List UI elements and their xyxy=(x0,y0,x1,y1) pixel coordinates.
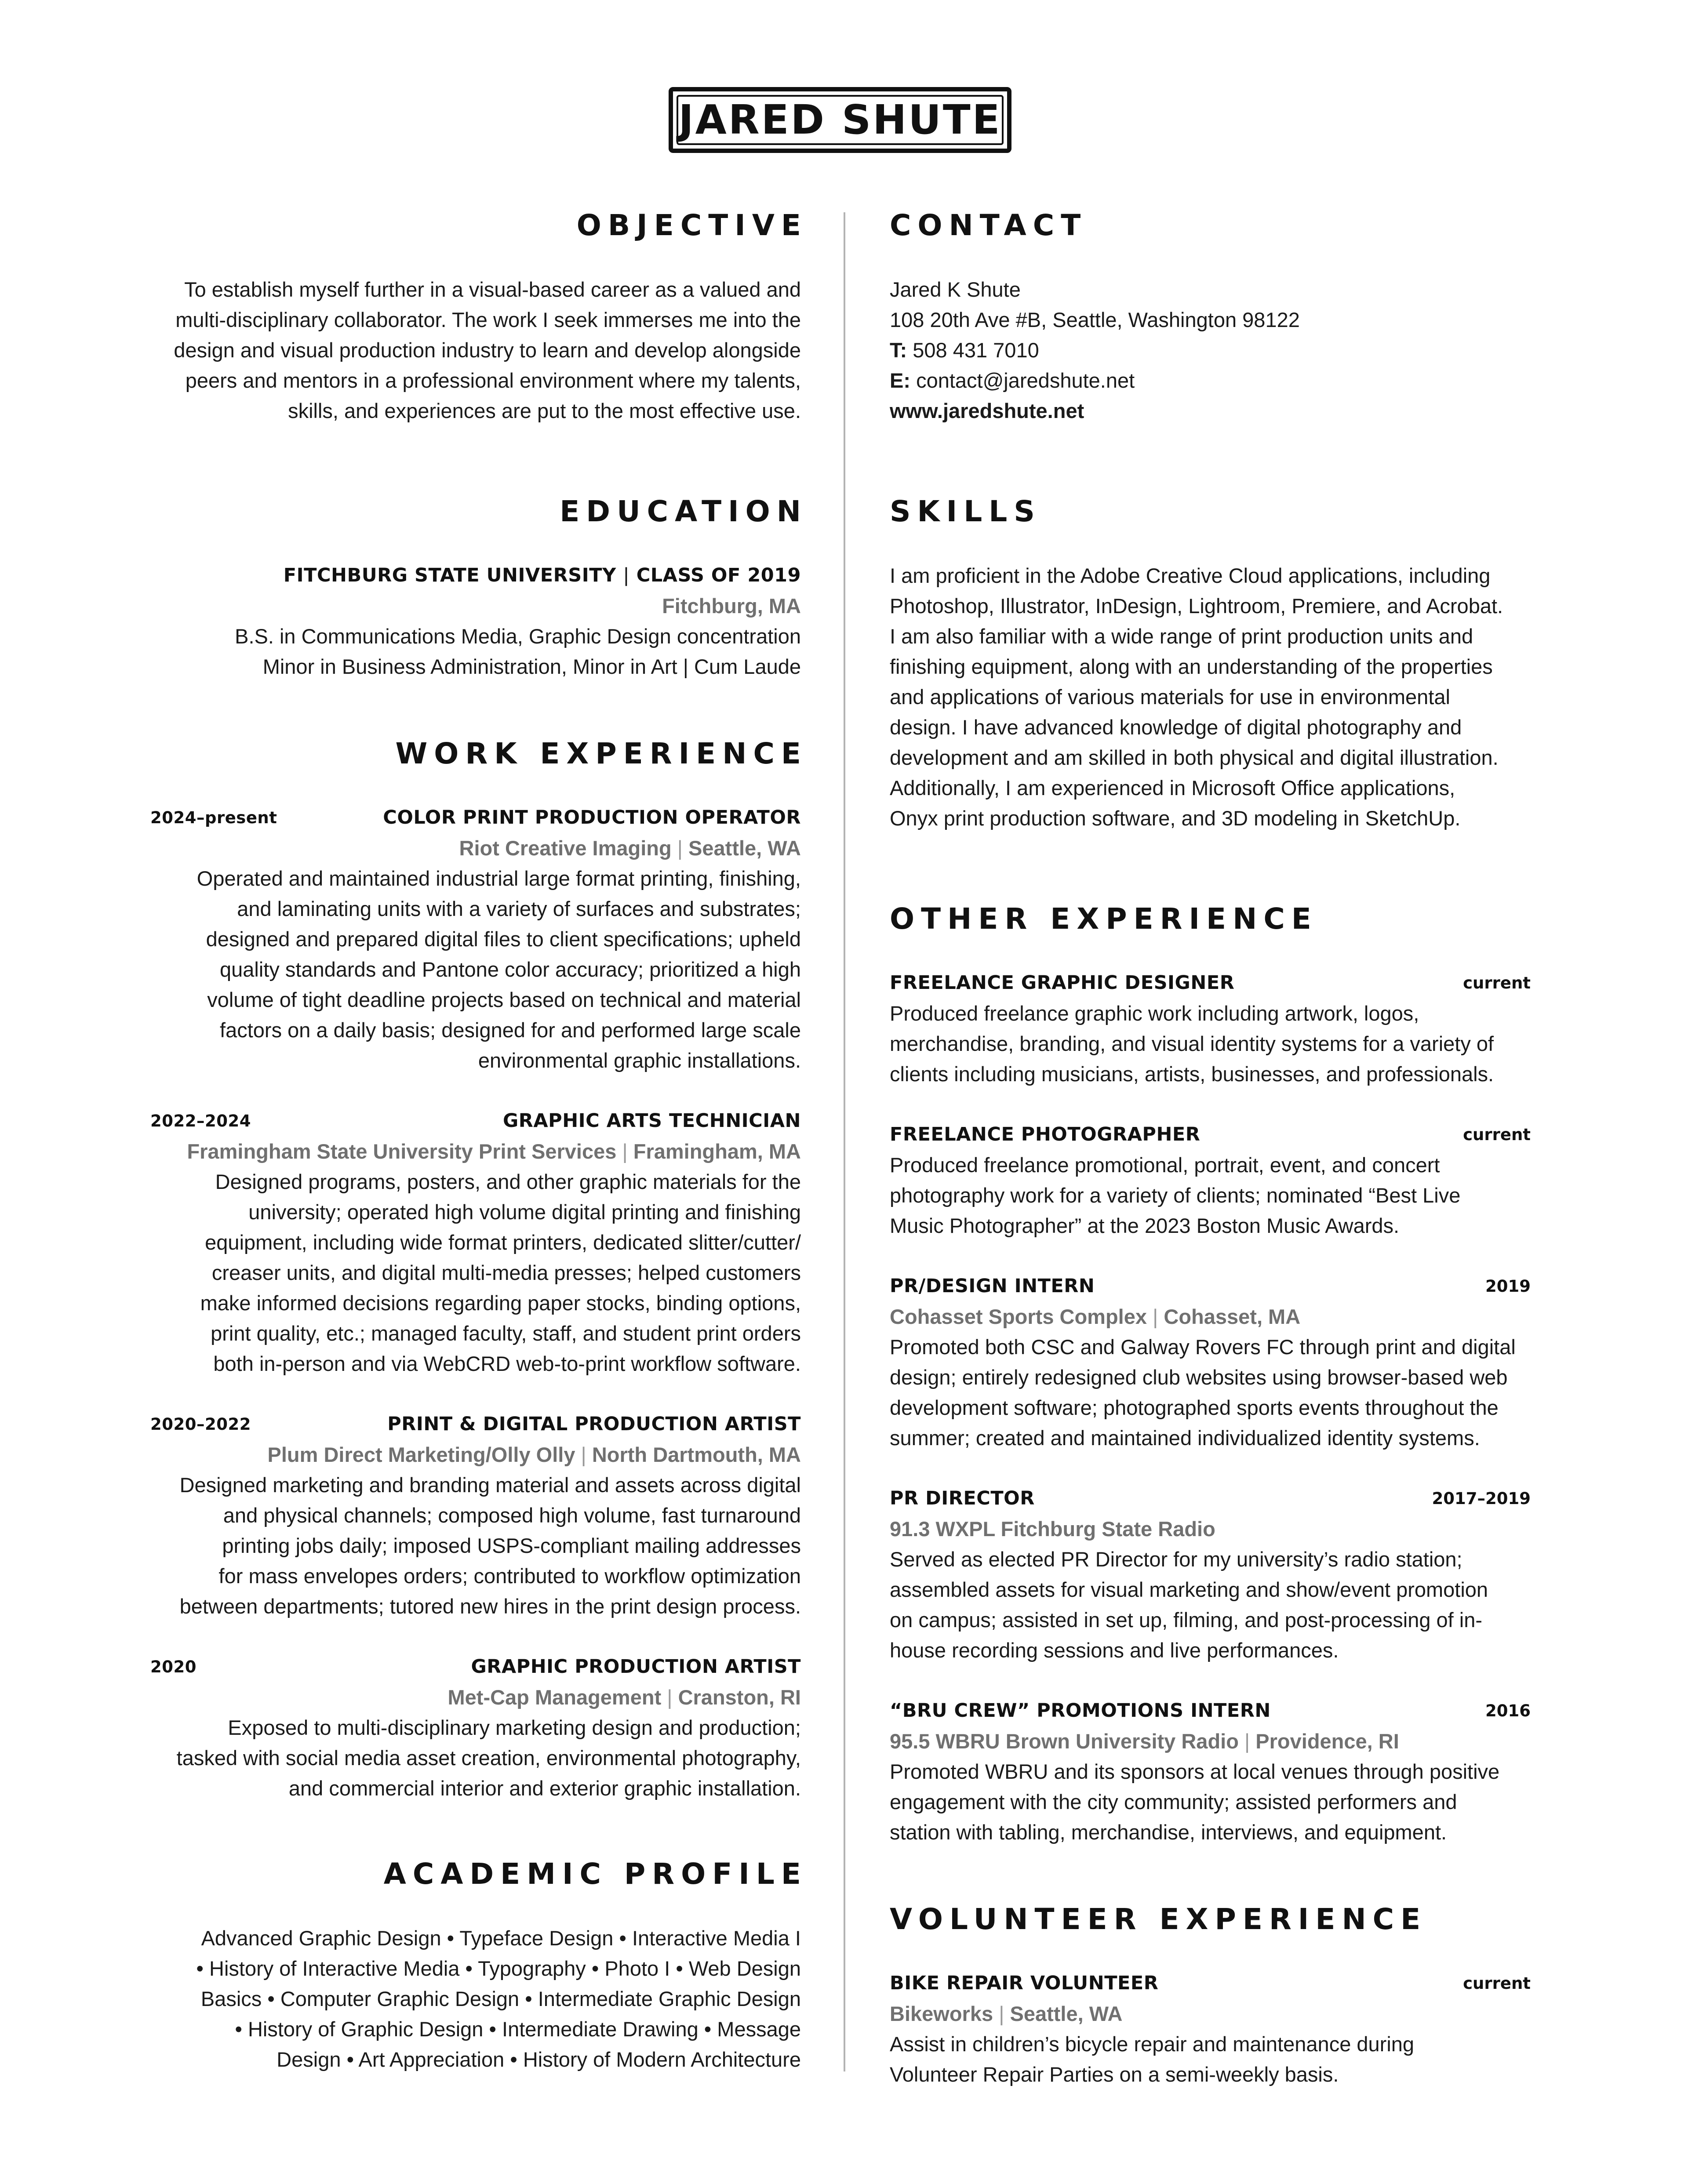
education-separator: | xyxy=(623,564,630,586)
objective-line: peers and mentors in a professional environment where my talents, xyxy=(185,369,801,392)
job-org: Met-Cap Management xyxy=(447,1686,662,1709)
skills-line: I am also familiar with a wide range of print production units and xyxy=(890,625,1473,648)
job-line: between departments; tutored new hires in the print design process. xyxy=(179,1595,801,1618)
other-when: 2017–2019 xyxy=(1432,1489,1531,1508)
job-separator: | xyxy=(677,836,683,860)
contact-address: 108 20th Ave #B, Seattle, Washington 98122 xyxy=(890,308,1300,331)
job-line: for mass envelopes orders; contributed to workflow optimization xyxy=(218,1564,801,1588)
other-title: FREELANCE PHOTOGRAPHER xyxy=(890,1123,1201,1145)
other-line: engagement with the city community; assisted performers and xyxy=(890,1790,1457,1813)
job-separator: | xyxy=(581,1443,586,1466)
phone-label: T: xyxy=(890,338,907,362)
skills-line: development and am skilled in both physical and digital illustration. xyxy=(890,746,1499,769)
job-line: printing jobs daily; imposed USPS-compliant mailing addresses xyxy=(222,1534,801,1557)
other-header xyxy=(890,1271,1531,1301)
volunteer-when: current xyxy=(1463,1974,1531,1993)
other-line: Promoted both CSC and Galway Rovers FC through print and digital xyxy=(890,1335,1516,1359)
contact-email xyxy=(890,365,1532,396)
volunteer-place: Seattle, WA xyxy=(1010,2002,1123,2025)
other-line: summer; created and maintained individualized identity systems. xyxy=(890,1426,1480,1450)
other-line: design; entirely redesigned club websites using browser-based web xyxy=(890,1366,1508,1389)
job-entry xyxy=(150,1652,801,1803)
job-description xyxy=(150,1470,801,1621)
other-entry xyxy=(890,1119,1532,1241)
education-school: FITCHBURG STATE UNIVERSITY xyxy=(283,564,616,586)
education-line: Minor in Business Administration, Minor in Art | Cum Laude xyxy=(262,655,801,678)
work-experience-heading: WORK EXPERIENCE xyxy=(395,737,808,770)
education-details xyxy=(150,621,801,682)
email-address[interactable]: contact@jaredshute.net xyxy=(916,369,1135,392)
objective-line: design and visual production industry to learn and develop alongside xyxy=(174,338,801,362)
job-entry xyxy=(150,1409,801,1621)
job-line: creaser units, and digital multi-media presses; helped customers xyxy=(211,1261,801,1284)
objective-heading: OBJECTIVE xyxy=(576,208,808,242)
job-org-line xyxy=(150,1439,801,1470)
job-line: Operated and maintained industrial large format printing, finishing, xyxy=(196,867,801,890)
website-link[interactable]: www.jaredshute.net xyxy=(890,399,1084,422)
other-line: development software; photographed sports events throughout the xyxy=(890,1396,1499,1419)
job-org: Riot Creative Imaging xyxy=(459,836,672,860)
job-line: designed and prepared digital files to client specifications; upheld xyxy=(206,927,801,951)
other-line: on campus; assisted in set up, filming, and post-processing of in- xyxy=(890,1608,1483,1632)
skills-line: and applications of various materials for use in environmental xyxy=(890,685,1450,709)
other-separator: | xyxy=(1244,1730,1250,1753)
left-column xyxy=(150,208,808,2075)
other-org: 91.3 WXPL Fitchburg State Radio xyxy=(890,1517,1215,1541)
contact-phone xyxy=(890,335,1532,365)
job-header xyxy=(150,803,801,833)
other-line: Music Photographer” at the 2023 Boston Music Awards. xyxy=(890,1214,1400,1237)
volunteer-separator: | xyxy=(999,2002,1004,2025)
skills-heading: SKILLS xyxy=(890,494,1041,528)
job-org: Plum Direct Marketing/Olly Olly xyxy=(267,1443,575,1466)
volunteer-heading: VOLUNTEER EXPERIENCE xyxy=(890,1902,1427,1936)
other-when: 2016 xyxy=(1485,1701,1531,1720)
job-line: Designed marketing and branding material and assets across digital xyxy=(179,1473,801,1497)
logo-text: JARED SHUTE xyxy=(678,96,1002,143)
job-line: print quality, etc.; managed faculty, staff, and student print orders xyxy=(211,1322,801,1345)
job-header xyxy=(150,1106,801,1136)
academic-line: • History of Graphic Design • Intermediate Drawing • Message xyxy=(235,2017,801,2041)
job-place: Cranston, RI xyxy=(678,1686,801,1709)
academic-profile-text xyxy=(150,1923,801,2075)
academic-profile-section xyxy=(150,1857,808,2075)
skills-line: I am proficient in the Adobe Creative Cloud applications, including xyxy=(890,564,1491,587)
volunteer-org: Bikeworks xyxy=(890,2002,993,2025)
contact-name: Jared K Shute xyxy=(890,278,1021,301)
other-entry xyxy=(890,1483,1532,1665)
phone-number[interactable]: 508 431 7010 xyxy=(913,338,1039,362)
education-line: B.S. in Communications Media, Graphic Design concentration xyxy=(235,625,801,648)
job-place: Framingham, MA xyxy=(633,1140,801,1163)
other-when: current xyxy=(1463,1125,1531,1144)
job-line: and physical channels; composed high volume, fast turnaround xyxy=(223,1504,801,1527)
job-header xyxy=(150,1652,801,1682)
skills-line: finishing equipment, along with an understanding of the properties xyxy=(890,655,1493,678)
job-date: 2020 xyxy=(150,1657,196,1676)
volunteer-title: BIKE REPAIR VOLUNTEER xyxy=(890,1972,1159,1994)
other-title: PR DIRECTOR xyxy=(890,1487,1035,1509)
other-line: Served as elected PR Director for my university’s radio station; xyxy=(890,1548,1462,1571)
skills-line: Additionally, I am experienced in Microsoft Office applications, xyxy=(890,776,1455,799)
other-line: clients including musicians, artists, businesses, and professionals. xyxy=(890,1062,1494,1086)
other-place: Providence, RI xyxy=(1255,1730,1399,1753)
other-line: photography work for a variety of clients; nominated “Best Live xyxy=(890,1184,1461,1207)
job-line: tasked with social media asset creation, environmental photography, xyxy=(176,1746,801,1770)
job-entry xyxy=(150,1106,801,1379)
other-place: Cohasset, MA xyxy=(1164,1305,1301,1328)
other-header xyxy=(890,968,1531,998)
other-entry xyxy=(890,968,1532,1089)
academic-profile-heading: ACADEMIC PROFILE xyxy=(383,1857,808,1891)
job-line: factors on a daily basis; designed for and performed large scale xyxy=(220,1018,801,1042)
job-line: Exposed to multi-disciplinary marketing design and production; xyxy=(228,1716,801,1739)
job-date: 2022–2024 xyxy=(150,1112,251,1130)
academic-line: Basics • Computer Graphic Design • Intermediate Graphic Design xyxy=(200,1987,801,2010)
volunteer-line: Volunteer Repair Parties on a semi-weekly basis. xyxy=(890,2063,1339,2086)
other-title: PR/DESIGN INTERN xyxy=(890,1275,1095,1297)
job-line: quality standards and Pantone color accuracy; prioritized a high xyxy=(220,958,801,981)
job-date: 2024–present xyxy=(150,808,277,827)
other-header xyxy=(890,1119,1531,1150)
other-description xyxy=(890,1332,1532,1453)
contact-section xyxy=(890,208,1532,426)
work-experience-section xyxy=(150,737,808,1803)
other-org-line xyxy=(890,1726,1532,1756)
job-title: COLOR PRINT PRODUCTION OPERATOR xyxy=(383,807,801,829)
job-entry xyxy=(150,803,801,1076)
job-description xyxy=(150,863,801,1076)
skills-line: design. I have advanced knowledge of digital photography and xyxy=(890,716,1462,739)
volunteer-section xyxy=(890,1902,1532,2090)
job-line: university; operated high volume digital printing and finishing xyxy=(248,1200,801,1224)
other-line: merchandise, branding, and visual identity systems for a variety of xyxy=(890,1032,1494,1055)
other-line: Promoted WBRU and its sponsors at local venues through positive xyxy=(890,1760,1500,1783)
volunteer-entry xyxy=(890,1968,1532,2090)
job-line: equipment, including wide format printers, dedicated slitter/cutter/ xyxy=(205,1231,801,1254)
other-description xyxy=(890,1756,1532,1847)
other-title: “BRU CREW” PROMOTIONS INTERN xyxy=(890,1700,1271,1722)
other-description xyxy=(890,1150,1532,1241)
other-description xyxy=(890,998,1532,1089)
other-line: house recording sessions and live performances. xyxy=(890,1639,1339,1662)
other-experience-heading: OTHER EXPERIENCE xyxy=(890,902,1318,936)
job-line: both in-person and via WebCRD web-to-print workflow software. xyxy=(213,1352,801,1375)
job-description xyxy=(150,1712,801,1803)
other-separator: | xyxy=(1153,1305,1158,1328)
objective-section xyxy=(150,208,808,426)
job-header xyxy=(150,1409,801,1439)
job-line: and commercial interior and exterior graphic installation. xyxy=(288,1777,801,1800)
education-location: Fitchburg, MA xyxy=(662,594,801,618)
education-school-line xyxy=(150,560,801,591)
skills-text xyxy=(890,560,1532,833)
job-separator: | xyxy=(622,1140,628,1163)
academic-line: Advanced Graphic Design • Typeface Design • Interactive Media I xyxy=(201,1926,801,1950)
volunteer-header xyxy=(890,1968,1531,1999)
other-org: 95.5 WBRU Brown University Radio xyxy=(890,1730,1239,1753)
job-separator: | xyxy=(667,1686,673,1709)
other-org-line xyxy=(890,1301,1532,1332)
objective-line: To establish myself further in a visual-based career as a valued and xyxy=(184,278,801,301)
job-line: make informed decisions regarding paper stocks, binding options, xyxy=(200,1291,801,1315)
academic-line: Design • Art Appreciation • History of Modern Architecture xyxy=(276,2048,801,2071)
job-line: environmental graphic installations. xyxy=(478,1049,801,1072)
contact-heading: CONTACT xyxy=(890,208,1088,242)
job-org-line xyxy=(150,1136,801,1166)
education-heading: EDUCATION xyxy=(560,494,808,528)
job-title: PRINT & DIGITAL PRODUCTION ARTIST xyxy=(387,1413,801,1435)
education-section xyxy=(150,494,808,682)
volunteer-line: Assist in children’s bicycle repair and maintenance during xyxy=(890,2032,1415,2056)
job-line: and laminating units with a variety of surfaces and substrates; xyxy=(237,897,801,920)
other-title: FREELANCE GRAPHIC DESIGNER xyxy=(890,972,1235,994)
other-when: 2019 xyxy=(1485,1277,1531,1296)
objective-text xyxy=(150,274,801,426)
other-when: current xyxy=(1463,974,1531,992)
job-line: volume of tight deadline projects based on technical and material xyxy=(207,988,801,1011)
other-header xyxy=(890,1483,1531,1514)
job-date: 2020–2022 xyxy=(150,1415,251,1434)
objective-line: multi-disciplinary collaborator. The work I seek immerses me into the xyxy=(175,308,801,331)
other-entry xyxy=(890,1696,1532,1847)
other-experience-section xyxy=(890,902,1532,1847)
right-column xyxy=(890,208,1532,2090)
academic-line: • History of Interactive Media • Typography • Photo I • Web Design xyxy=(196,1957,801,1980)
email-label: E: xyxy=(890,369,910,392)
job-org-line xyxy=(150,1682,801,1712)
name-logo xyxy=(669,87,1011,153)
job-title: GRAPHIC ARTS TECHNICIAN xyxy=(503,1110,801,1132)
other-description xyxy=(890,1544,1532,1665)
education-class: CLASS OF 2019 xyxy=(636,564,801,586)
job-place: Seattle, WA xyxy=(688,836,801,860)
other-line: Produced freelance promotional, portrait, event, and concert xyxy=(890,1153,1440,1177)
other-entry xyxy=(890,1271,1532,1453)
other-line: station with tabling, merchandise, interviews, and equipment. xyxy=(890,1821,1447,1844)
job-org: Framingham State University Print Services xyxy=(187,1140,617,1163)
other-org: Cohasset Sports Complex xyxy=(890,1305,1147,1328)
column-divider xyxy=(844,212,845,2071)
job-place: North Dartmouth, MA xyxy=(592,1443,801,1466)
job-line: Designed programs, posters, and other graphic materials for the xyxy=(215,1170,801,1193)
other-header xyxy=(890,1696,1531,1726)
job-description xyxy=(150,1166,801,1379)
job-org-line xyxy=(150,833,801,863)
skills-line: Photoshop, Illustrator, InDesign, Lightroom, Premiere, and Acrobat. xyxy=(890,594,1503,618)
skills-section xyxy=(890,494,1532,833)
volunteer-org-line xyxy=(890,1999,1532,2029)
other-line: assembled assets for visual marketing and show/event promotion xyxy=(890,1578,1488,1601)
objective-line: skills, and experiences are put to the most effective use. xyxy=(288,399,801,422)
other-line: Produced freelance graphic work including artwork, logos, xyxy=(890,1002,1419,1025)
volunteer-description xyxy=(890,2029,1532,2090)
skills-line: Onyx print production software, and 3D modeling in SketchUp. xyxy=(890,807,1461,830)
job-title: GRAPHIC PRODUCTION ARTIST xyxy=(471,1656,801,1678)
